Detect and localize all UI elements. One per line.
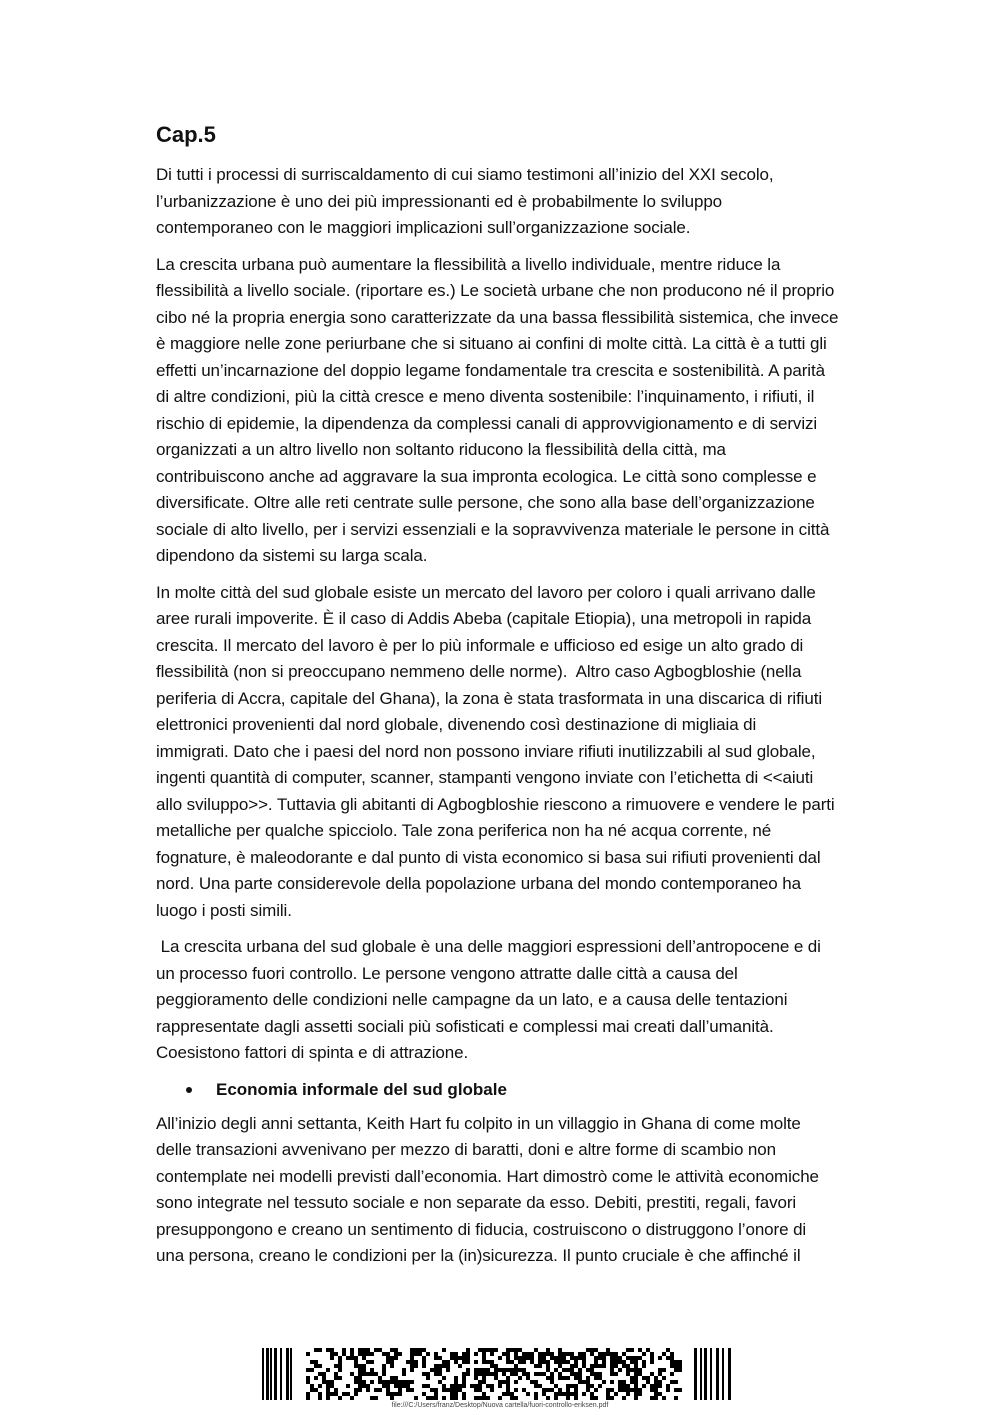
chapter-title: Cap.5 <box>156 122 216 147</box>
paragraph-urban-growth: La crescita urbana può aumentare la flessibilità a livello individuale, mentre riduce la flessibilità a livello sociale. (riportare es.) Le società urbane che non producono né il proprio cibo né la propria energia sono caratterizzate da una bassa flessibilità sistemica, che invece è maggiore nelle zone periurbane che si situano ai confini di molte città. La città è a tutti gli effetti un’incarnazione del doppio legame fondamentale tra crescita e sostenibilità. A parità di altre condizioni, più la città cresce e meno diventa sostenibile: l’inquinamento, i rifiuti, il rischio di epidemie, la dipendenza da complessi canali di approvvigionamento e di servizi organizzati a un altro livello non soltanto riducono la flessibilità della città, ma contribuiscono anche ad aggravare la sua impronta ecologica. Le città sono complesse e diversificate. Oltre alle reti centrate sulle persone, che sono alla base dell’organizzazione sociale di alto livello, per i servizi essenziali e la sopravvivenza materiale le persone in città dipendono da sistemi su larga scala. <box>156 254 839 565</box>
bullet-item <box>156 1077 916 1103</box>
paragraph-anthropocene: La crescita urbana del sud globale è una delle maggiori espressioni dell’antropocene e di un processo fuori controllo. Le persone vengono attratte dalle città a causa del peggioramento delle condizioni nelle campagne da un lato, e a causa delle tentazioni rappresentate dagli assetti sociali più sofisticati e complessi mai creati dall’umanità. Coesistono fattori di spinta e di attrazione. <box>156 937 821 1062</box>
footer-file-path: file:///C:/Users/franz/Desktop/Nuova cartella/fuori-controllo-eriksen.pdf <box>391 1402 609 1409</box>
document-page <box>156 120 916 1280</box>
paragraph-global-south: In molte città del sud globale esiste un mercato del lavoro per coloro i quali arrivano dalle aree rurali impoverite. È il caso di Addis Abeba (capitale Etiopia), una metropoli in rapida crescita. Il mercato del lavoro è per lo più informale e ufficioso ed esige un alto grado di flessibilità (non si preoccupano nemmeno delle norme). Altro caso Agbogbloshie (nella periferia di Accra, capitale del Ghana), la zona è stata trasformata in una discarica di rifiuti elettronici provenienti dal nord globale, divenendo così destinazione di migliaia di immigrati. Dato che i paesi del nord non possono inviare rifiuti inutilizzabili al sud globale, ingenti quantità di computer, scanner, stampanti vengono inviate con l’etichetta di <<aiuti allo sviluppo>>. Tuttavia gli abitanti di Agbogbloshie riescono a rimuovere e vendere le parti metalliche per qualche spicciolo. Tale zona periferica non ha né acqua corrente, né fognature, è maleodorante e dal punto di vista economico si basa sui rifiuti provenienti dal nord. Una parte considerevole della popolazione urbana del mondo contemporaneo ha luogo i posti simili. <box>156 582 835 920</box>
paragraph-intro: Di tutti i processi di surriscaldamento di cui siamo testimoni all’inizio del XXI secolo, l’urbanizzazione è uno dei più impressionanti ed è probabilmente lo sviluppo contemporaneo con le maggiori implicazioni sull’organizzazione sociale. <box>156 165 774 237</box>
barcode-icon <box>262 1348 734 1400</box>
bullet-icon <box>186 1087 192 1093</box>
paragraph-informal-economy: All’inizio degli anni settanta, Keith Hart fu colpito in un villaggio in Ghana di come molte delle transazioni avvenivano per mezzo di baratti, doni e altre forme di scambio non contemplate nei modelli previsti dall’economia. Hart dimostrò come le attività economiche sono integrate nel tessuto sociale e non separate da esso. Debiti, prestiti, regali, favori presuppongono e creano un sentimento di fiducia, costruiscono o distruggono l’onore di una persona, creano le condizioni per la (in)sicurezza. Il punto cruciale è che affinché il <box>156 1113 819 1265</box>
bullet-heading: Economia informale del sud globale <box>216 1079 507 1099</box>
